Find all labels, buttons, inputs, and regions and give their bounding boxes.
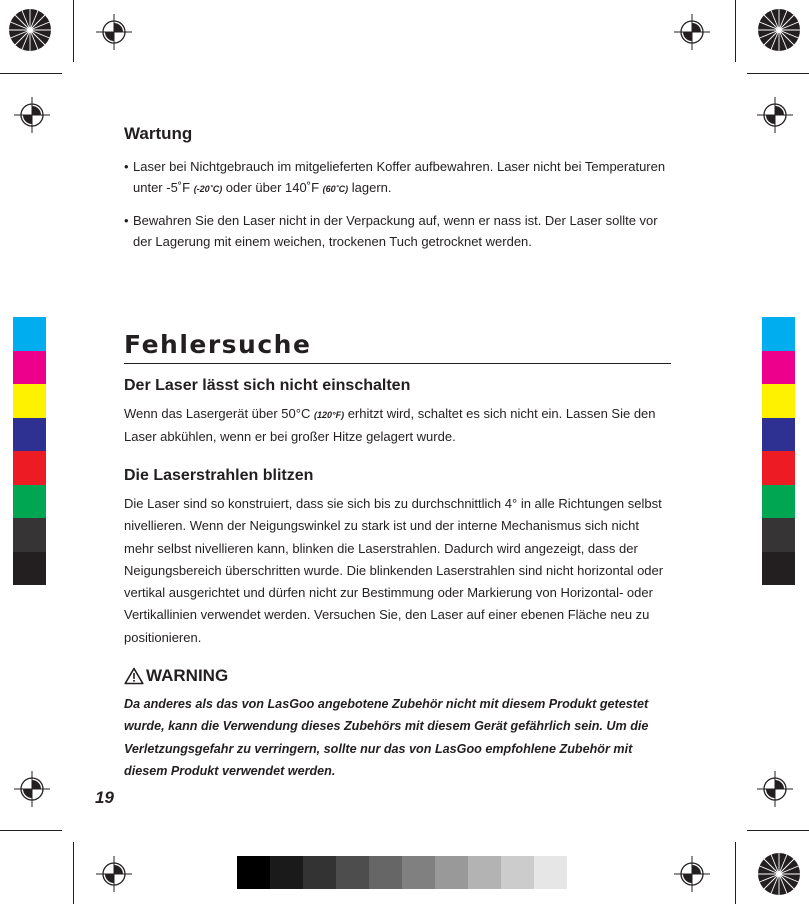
celsius-high: (60˚C): [322, 184, 349, 194]
heading-rule: [124, 363, 671, 364]
page-number: 19: [95, 788, 114, 807]
color-swatch: [762, 384, 795, 418]
color-swatch: [13, 485, 46, 519]
gray-swatch: [270, 856, 303, 889]
color-swatch: [762, 485, 795, 519]
gray-swatch: [303, 856, 336, 889]
warning-text: Da anderes als das von LasGoo angebotene Zubehör nicht mit diesem Produkt getestet wurde, kann die Verwendung dieses Zubehörs mit diesem Gerät gefährlich sein. Um die Verletzungsgefahr zu verringern, sollte nur das von LasGoo empfohlene Zubehör mit diesem Produkt verwendet werden.: [124, 697, 649, 778]
troubleshooting-heading: Fehlersuche: [124, 330, 312, 359]
registration-mark-icon: [14, 771, 50, 807]
warning-heading: [124, 666, 228, 686]
bullet-mark: •: [124, 159, 129, 174]
registration-mark-icon: [96, 14, 132, 50]
color-swatch: [762, 317, 795, 351]
color-swatch: [13, 418, 46, 452]
registration-mark-icon: [674, 14, 710, 50]
registration-mark-icon: [757, 97, 793, 133]
starburst-target-icon: [757, 852, 801, 896]
gray-swatch: [468, 856, 501, 889]
starburst-target-icon: [8, 8, 52, 52]
registration-mark-icon: [757, 771, 793, 807]
crop-line: [73, 0, 74, 62]
crop-line: [0, 830, 62, 831]
color-swatch: [762, 552, 795, 586]
color-swatch: [13, 552, 46, 586]
maintenance-bullet-2: [124, 210, 672, 252]
bullet-text: Bewahren Sie den Laser nicht in der Verpackung auf, wenn er nass ist. Der Laser sollte vor der Lagerung mit einem weichen, trockenen Tuch getrocknet werden.: [133, 213, 658, 249]
registration-mark-icon: [96, 856, 132, 892]
color-swatch: [762, 351, 795, 385]
gray-swatch: [237, 856, 270, 889]
crop-line: [735, 0, 736, 62]
section1-paragraph: Wenn das Lasergerät über 50°C (120°F) erhitzt wird, schaltet es sich nicht ein. Lassen Sie den Laser abkühlen, wenn er bei großer Hitze gelagert wurde.: [124, 406, 656, 445]
crop-line: [747, 830, 809, 831]
gray-swatch: [402, 856, 435, 889]
gray-swatch: [435, 856, 468, 889]
gray-scale-bar: [237, 856, 567, 889]
color-bar-right: [762, 317, 795, 585]
crop-line: [73, 842, 74, 904]
crop-line: [0, 73, 62, 74]
section2-heading: Die Laserstrahlen blitzen: [124, 467, 314, 484]
color-bar-left: [13, 317, 46, 585]
gray-swatch: [336, 856, 369, 889]
warning-triangle-icon: [124, 667, 144, 685]
color-swatch: [13, 351, 46, 385]
gray-swatch: [534, 856, 567, 889]
color-swatch: [762, 451, 795, 485]
maintenance-heading: Wartung: [124, 124, 193, 143]
bullet-mark: •: [124, 213, 129, 228]
color-swatch: [13, 451, 46, 485]
gray-swatch: [501, 856, 534, 889]
section2-paragraph: Die Laser sind so konstruiert, dass sie sich bis zu durchschnittlich 4° in alle Richtungen selbst nivellieren. Wenn der Neigungswinkel zu stark ist und der interne Mechanismus sich nicht mehr selbst nivellieren kann, blinken die Laserstrahlen. Dadurch wird angezeigt, dass der Neigungsbereich überschritten wurde. Die blinkenden Laserstrahlen sind nicht horizontal oder vertikal ausgerichtet und dürfen nicht zur Bestimmung oder Markierung von Horizontal- oder Vertikallinien verwendet werden. Versuchen Sie, den Laser auf einer ebenen Fläche neu zu positionieren.: [124, 496, 664, 645]
color-swatch: [13, 518, 46, 552]
celsius-low: (-20˚C): [193, 184, 223, 194]
color-swatch: [13, 317, 46, 351]
crop-line: [747, 73, 809, 74]
bullet-text: Laser bei Nichtgebrauch im mitgelieferten Koffer aufbewahren. Laser nicht bei Temperaturen unter -5˚F (-20˚C) oder über 140˚F (60˚C) lagern.: [133, 159, 666, 195]
crop-line: [735, 842, 736, 904]
registration-mark-icon: [14, 97, 50, 133]
color-swatch: [762, 518, 795, 552]
color-swatch: [762, 418, 795, 452]
color-swatch: [13, 384, 46, 418]
registration-mark-icon: [674, 856, 710, 892]
gray-swatch: [369, 856, 402, 889]
starburst-target-icon: [757, 8, 801, 52]
fahrenheit-note: (120°F): [313, 410, 345, 420]
maintenance-bullet-1: [124, 156, 672, 200]
warning-label: WARNING: [146, 666, 229, 685]
section1-heading: Der Laser lässt sich nicht einschalten: [124, 377, 411, 394]
